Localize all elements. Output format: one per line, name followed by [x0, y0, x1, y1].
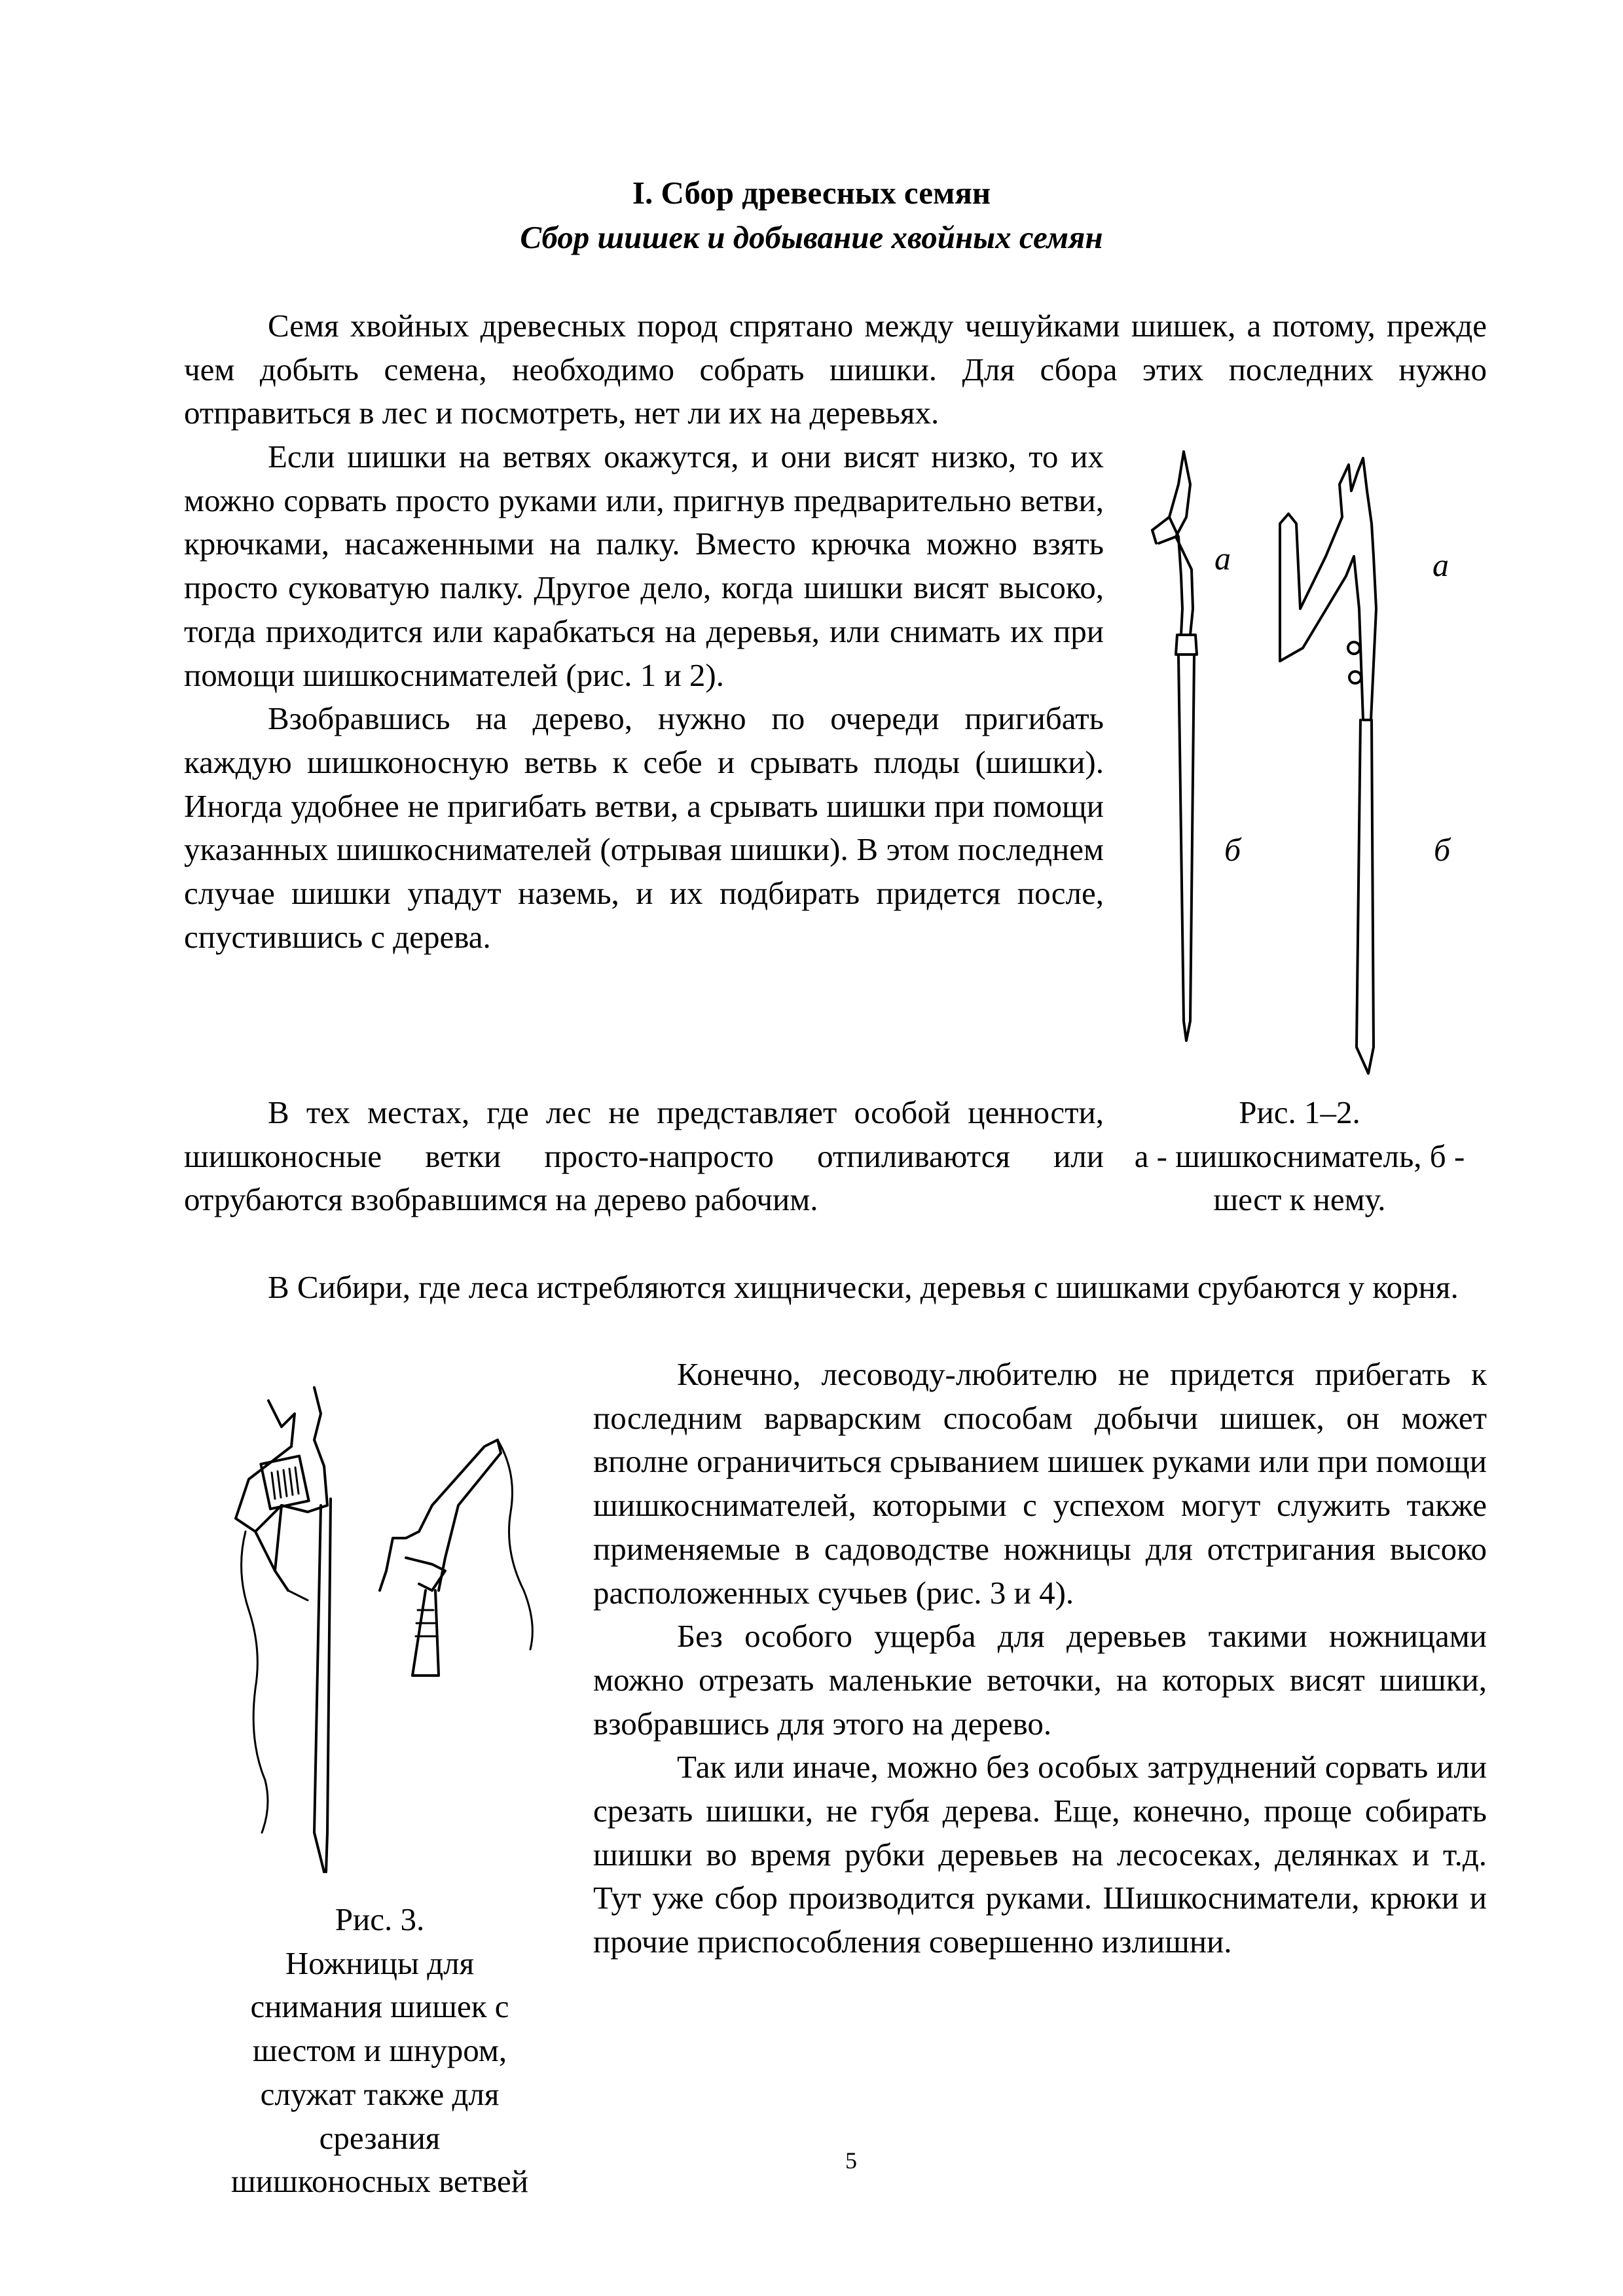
paragraph-7: Без особого ущерба для деревьев такими ножницами можно отрезать маленькие веточки, на которых висят шишки, взобравшись для этого на дерево.	[593, 1618, 1487, 1742]
paragraph-6: Конечно, лесоводу-любителю не придется прибегать к последним варварским способам добычи шишек, он может вполне ограничиться срыванием шишек руками или при помощи шишкоснимателей, которыми с успехом могут служить также применяемые в садоводстве ножницы для отстригания высоко расположенных сучьев (рис. 3 и 4).	[593, 1356, 1487, 1611]
pruning-shears	[236, 1388, 331, 1872]
figure-3-caption-line: шишконосных ветвей	[231, 2163, 528, 2200]
cone-picker-2	[1280, 458, 1376, 1073]
paragraph-3: Взобравшись на дерево, нужно по очереди пригибать каждую шишконосную ветвь к себе и срывать плоды (шишки). Иногда удобнее не пригибать ветви, а срывать шишки при помощи указанных шишкоснимателей (отрывая шишки). В этом последнем случае шишки упадут наземь, и их подбирать придется после, спустившись с дерева.	[184, 700, 1104, 955]
figure-2-label-b: б	[1434, 831, 1451, 868]
paragraph-2: Если шишки на ветвях окажутся, и они висят низко, то их можно сорвать просто руками или, пригнув предварительно ветви, крючками, насаженными на палку. Вместо крючка можно взять просто суковатую палку. Другое дело, когда шишки висят высоко, тогда приходится или карабкаться на деревья, или снимать их при помощи шишкоснимателей (рис. 1 и 2).	[184, 439, 1104, 693]
paragraph-4: В тех местах, где лес не представляет особой ценности, шишконосные ветки просто-напросто отпиливаются или отрубаются взобравшимся на дерево рабочим.	[184, 1094, 1104, 1218]
figure-3-caption-line: Рис. 3.	[335, 1901, 425, 1937]
figure-3-caption-line: служат также для	[260, 2075, 500, 2112]
cone-picker-1	[1152, 452, 1197, 1041]
paragraph-1-block	[184, 304, 1487, 435]
figure-3-caption-line: снимания шишек с	[250, 1988, 509, 2025]
figure-1-label-a: а	[1214, 540, 1231, 577]
figure-3-caption-line: шестом и шнуром,	[252, 2032, 507, 2069]
figure-3-illustration	[210, 1374, 576, 1872]
paragraph-4-block	[184, 1091, 1104, 1222]
figure-3-caption	[196, 1898, 563, 2204]
page-number: 5	[845, 2147, 857, 2174]
figure-3-caption-line: Ножницы для	[285, 1945, 475, 1981]
figure-3-caption-line: срезания	[319, 2119, 441, 2156]
left-column-block	[184, 435, 1104, 959]
figure-1-2-caption-line-2: шест к нему.	[1213, 1181, 1386, 1218]
right-column-block	[593, 1353, 1487, 1964]
figure-1-2-illustration	[1113, 445, 1480, 1067]
pole-hook	[380, 1440, 532, 1676]
figure-2-label-a: а	[1432, 547, 1449, 583]
section-subtitle: Сбор шишек и добывание хвойных семян	[520, 219, 1103, 255]
paragraph-5-block	[184, 1266, 1487, 1310]
paragraph-1: Семя хвойных древесных пород спрятано между чешуйками шишек, а потому, прежде чем добыть семена, необходимо собрать шишки. Для сбора этих последних нужно отправиться в лес и посмотреть, нет ли их на деревьях.	[184, 308, 1487, 431]
paragraph-8: Так или иначе, можно без особых затруднений сорвать или срезать шишки, не губя дерева. Еще, конечно, проще собирать шишки во время рубки деревьев на лесосеках, делянках и т.д. Тут уже сбор производится руками. Шишкосниматели, крюки и прочие приспособления совершенно излишни.	[593, 1749, 1487, 1960]
figure-1-2-caption	[1106, 1091, 1493, 1222]
paragraph-5: В Сибири, где леса истребляются хищнически, деревья с шишками срубаются у корня.	[268, 1269, 1459, 1305]
figure-1-2-caption-title: Рис. 1–2.	[1239, 1094, 1360, 1130]
figure-1-label-b: б	[1224, 831, 1241, 868]
figure-1-2-caption-line-1: а - шишкосниматель, б -	[1134, 1138, 1465, 1174]
section-title: I. Сбор древесных семян	[632, 175, 991, 211]
